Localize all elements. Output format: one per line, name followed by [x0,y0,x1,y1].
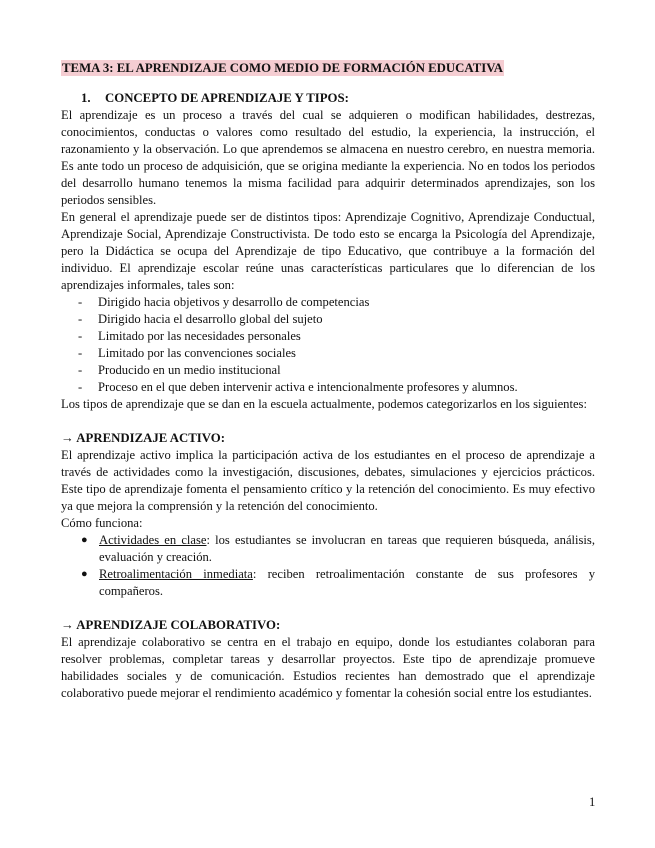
dash-marker: - [78,363,83,377]
paragraph-types: En general el aprendizaje puede ser de distintos tipos: Aprendizaje Cognitivo, Aprendizaje Conductual, Aprendizaje Social, Aprendizaje Constructivista. De todo esto se encarga la Psicología del Aprendizaje, pero la Didáctica se ocupa del Aprendizaje de tipo Educativo, que contribuye a la formación del individuo. El aprendizaje escolar reúne unas características particulares que lo diferencian de los aprendizajes informales, tales son: [61,210,595,292]
bullet-text: : los estudiantes se involucran en tareas que requieren búsqueda, análisis, evaluación y creación. [99,533,595,564]
paragraph-categories: Los tipos de aprendizaje que se dan en la escuela actualmente, podemos categorizarlos en los siguientes: [61,397,587,411]
section-heading [81,90,595,107]
list-item: - Limitado por las necesidades personales [78,329,301,343]
dash-marker: - [78,380,83,394]
section-heading-text: CONCEPTO DE APRENDIZAJE Y TIPOS: [105,91,349,105]
list-item: - Proceso en el que deben intervenir activa e intencionalmente profesores y alumnos. [78,380,518,394]
active-learning-paragraph: El aprendizaje activo implica la participación activa de los estudiantes en el proceso de aprendizaje a través de actividades como la investigación, discusiones, debates, simulaciones y ejercicios prácticos. Este tipo de aprendizaje fomenta el pensamiento crítico y la retención del conocimiento. Es muy efectivo ya que mejora la comprensión y la retención del conocimiento. [61,448,595,513]
collaborative-learning-heading: → APRENDIZAJE COLABORATIVO: [61,618,281,632]
section-number: 1. [81,91,91,105]
how-it-works-list [61,532,595,600]
bullet-text: : reciben retroalimentación constante de sus profesores y compañeros. [99,567,596,598]
active-learning-heading: → APRENDIZAJE ACTIVO: [61,431,225,445]
dash-marker: - [78,295,83,309]
document-title: TEMA 3: EL APRENDIZAJE COMO MEDIO DE FORMACIÓN EDUCATIVA [62,61,504,75]
paragraph-definition: El aprendizaje es un proceso a través del cual se adquieren o modifican habilidades, destrezas, conocimientos, conductas o valores como resultado del estudio, la experiencia, la instrucción, el razonamiento y la observación. Lo que aprendemos se almacena en nuestro cerebro, en nuestra memoria. Es ante todo un proceso de adquisición, que se origina mediante la experiencia. No en todos los periodos del desarrollo humano tenemos la misma facilidad para adquirir determinados aprendizajes, son los periodos sensibles. [61,108,595,207]
dash-marker: - [78,346,83,360]
bullet-icon: ● [81,568,88,580]
how-it-works-label: Cómo funciona: [61,516,143,530]
dash-marker: - [78,312,83,326]
characteristics-list [61,294,595,396]
bullet-term: Actividades en clase [99,533,207,547]
dash-marker: - [78,329,83,343]
list-item: - Dirigido hacia el desarrollo global del sujeto [78,312,323,326]
list-item [61,532,595,566]
list-item: - Limitado por las convenciones sociales [78,346,296,360]
bullet-icon: ● [81,534,88,546]
list-item: - Dirigido hacia objetivos y desarrollo de competencias [78,295,370,309]
bullet-term: Retroalimentación inmediata [99,567,253,581]
collaborative-learning-paragraph: El aprendizaje colaborativo se centra en el trabajo en equipo, donde los estudiantes colaboran para resolver problemas, completar tareas y desarrollar proyectos. Este tipo de aprendizaje promueve habilidades sociales y de comunicación. Estudios recientes han demostrado que el aprendizaje colaborativo puede mejorar el rendimiento académico y fomentar la cohesión social entre los estudiantes. [61,635,595,700]
page-content [61,60,595,702]
page-number: 1 [589,795,596,809]
list-item [61,566,595,600]
list-item: - Producido en un medio institucional [78,363,281,377]
